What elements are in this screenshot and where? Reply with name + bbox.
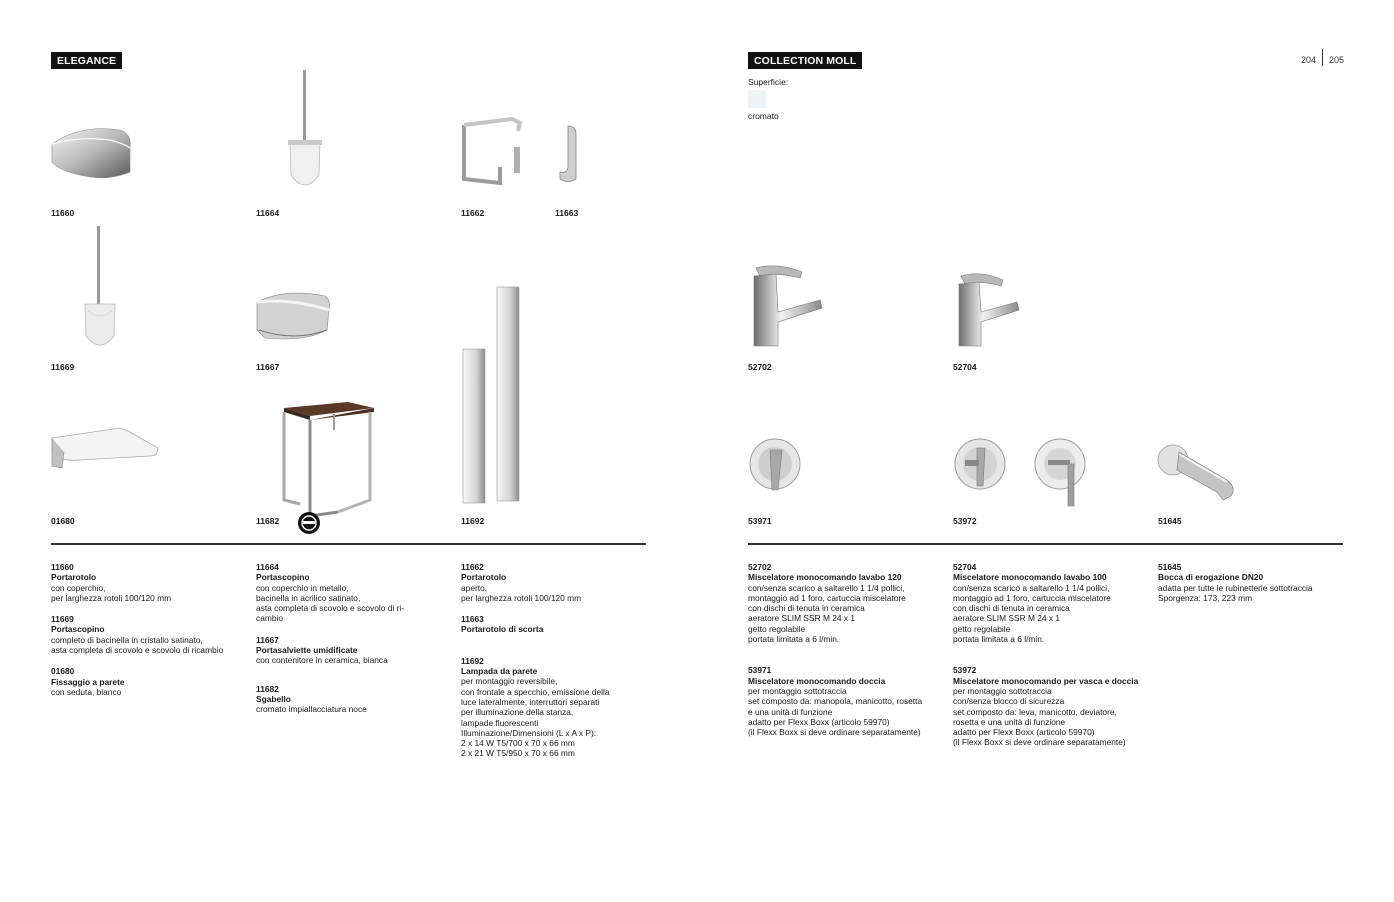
- desc-line: aperto,: [461, 582, 488, 593]
- desc-line: luce lateralmente, interruttori separati: [461, 696, 600, 707]
- toilet-roll-holder-image: [50, 122, 135, 182]
- toilet-brush-image: [285, 70, 325, 195]
- product-code: 11692: [461, 516, 485, 526]
- desc-code: 11692: [461, 655, 484, 666]
- desc-line: bacinella in acrilico satinato,: [256, 592, 361, 603]
- surface-label: Superficie:: [748, 77, 789, 87]
- product-code: 11669: [51, 362, 75, 372]
- desc-line: getto regolabile: [748, 623, 806, 634]
- desc-line: cromato impiallacciatura noce: [256, 704, 367, 715]
- desc-line: getto regolabile: [953, 623, 1011, 634]
- desc-code: 11682: [256, 683, 279, 694]
- desc-title: Portascopino: [51, 624, 105, 635]
- desc-line: lampade fluorescenti: [461, 717, 539, 728]
- desc-line: con/senza scarico a saltarello 1 1/4 pollici,: [953, 582, 1110, 593]
- desc-line: e una unità di funzione: [748, 706, 833, 717]
- product-code: 52704: [953, 362, 977, 372]
- desc-code: 11660: [51, 562, 74, 572]
- desc-code: 51645: [1158, 562, 1182, 572]
- desc-line: per larghezza rotoli 100/120 mm: [461, 592, 582, 603]
- product-code: 11682: [256, 516, 280, 526]
- desc-line: per montaggio sottotraccia: [748, 685, 847, 696]
- desc-line: montaggio ad 1 foro, cartuccia miscelatore: [953, 592, 1111, 603]
- desc-title: Fissaggio a parete: [51, 676, 125, 687]
- page-number-right: 205: [1329, 55, 1345, 65]
- desc-title: Miscelatore monocomando per vasca e doccia: [953, 675, 1139, 686]
- stool-image: [278, 400, 378, 522]
- product-code: 53972: [953, 516, 977, 526]
- shower-mixer-image: [748, 436, 804, 494]
- desc-code: 52702: [748, 562, 772, 572]
- desc-line: con frontale a specchio, emissione della: [461, 686, 610, 697]
- product-code: 52702: [748, 362, 772, 372]
- desc-line: con dischi di tenuta in ceramica: [748, 603, 865, 614]
- basin-mixer-100-image: [953, 270, 1023, 348]
- desc-line: con/senza scarico a saltarello 1 1/4 pollici,: [748, 582, 905, 593]
- desc-title: Portascopino: [256, 572, 310, 583]
- desc-line: (il Flexx Boxx si deve ordinare separatamente): [953, 737, 1126, 748]
- design-award-icon: [297, 511, 321, 535]
- open-roll-holder-image: [460, 117, 525, 187]
- product-code: 11662: [461, 208, 485, 218]
- desc-title: Miscelatore monocomando doccia: [748, 675, 886, 686]
- wet-wipe-dispenser-image: [255, 290, 333, 345]
- desc-code: 53972: [953, 665, 977, 676]
- bath-shower-mixer-side-image: [1034, 436, 1090, 508]
- desc-line: portata limitata a 6 l/min.: [953, 634, 1045, 645]
- desc-title: Sgabello: [256, 693, 291, 704]
- description-column-1: [51, 562, 251, 708]
- description-column-6: [1158, 562, 1343, 614]
- toilet-brush-crystal-image: [82, 226, 120, 350]
- product-code: 51645: [1158, 516, 1182, 526]
- desc-line: aeratore SLIM SSR M 24 x 1: [953, 613, 1061, 624]
- desc-line: 2 x 14 W T5/700 x 70 x 66 mm: [461, 738, 575, 749]
- description-column-2: [256, 562, 456, 726]
- product-code: 11660: [51, 208, 75, 218]
- desc-line: 2 x 21 W T5/950 x 70 x 66 mm: [461, 748, 575, 759]
- wall-lamp-image: [460, 285, 522, 505]
- product-code: 11664: [256, 208, 280, 218]
- desc-code: 11669: [51, 614, 74, 625]
- desc-line: set composto da: manopola, manicotto, rosetta: [748, 696, 923, 707]
- description-column-5: [953, 562, 1153, 759]
- desc-title: Miscelatore monocomando lavabo 120: [748, 572, 902, 583]
- desc-line: con dischi di tenuta in ceramica: [953, 603, 1070, 614]
- wall-mounted-seat-image: [50, 428, 160, 473]
- desc-title: Bocca di erogazione DN20: [1158, 572, 1264, 583]
- desc-title: Portarotolo: [461, 572, 507, 583]
- divider-rule: [51, 543, 646, 545]
- desc-title: Portasalviette umidificate: [256, 645, 358, 656]
- section-tag-collection-moll: COLLECTION MOLL: [748, 52, 862, 69]
- desc-line: set composto da: leva, manicotto, deviatore,: [953, 706, 1117, 717]
- desc-line: per montaggio sottotraccia: [953, 685, 1052, 696]
- desc-title: Portarotolo di scorta: [461, 624, 544, 635]
- desc-title: Portarotolo: [51, 572, 97, 583]
- section-tag-elegance: ELEGANCE: [51, 52, 122, 69]
- desc-line: asta completa di scovolo e scovolo di ri-: [256, 603, 405, 614]
- desc-line: asta completa di scovolo e scovolo di ricambio: [51, 645, 224, 656]
- desc-line: con coperchio in metallo,: [256, 582, 349, 593]
- desc-title: Lampada da parete: [461, 666, 538, 677]
- desc-code: 11664: [256, 562, 279, 572]
- desc-line: aeratore SLIM SSR M 24 x 1: [748, 613, 856, 624]
- desc-line: portata limitata a 6 l/min.: [748, 634, 840, 645]
- desc-line: adatto per Flexx Boxx (articolo 59970): [748, 716, 890, 727]
- desc-line: (il Flexx Boxx si deve ordinare separatamente): [748, 727, 921, 738]
- desc-code: 11667: [256, 634, 279, 645]
- surface-name: cromato: [748, 111, 779, 121]
- desc-line: con/senza blocco di sicurezza: [953, 696, 1065, 707]
- product-code: 11667: [256, 362, 280, 372]
- spare-roll-holder-image: [554, 124, 582, 186]
- desc-line: con contenitore in ceramica, bianca: [256, 655, 388, 666]
- desc-line: per montaggio reversibile,: [461, 676, 558, 687]
- desc-title: Miscelatore monocomando lavabo 100: [953, 572, 1107, 583]
- page-number-divider: [1322, 49, 1323, 66]
- desc-line: rosetta e una unità di funzione: [953, 716, 1066, 727]
- desc-line: adatta per tutte le rubinetterie sottotraccia: [1158, 582, 1313, 593]
- divider-rule: [748, 543, 1343, 545]
- desc-line: montaggio ad 1 foro, cartuccia miscelatore: [748, 592, 906, 603]
- description-column-3: [461, 562, 651, 770]
- desc-line: con seduta, bianco: [51, 686, 122, 697]
- desc-line: Sporgenza: 173, 223 mm: [1158, 592, 1253, 603]
- desc-line: Illuminazione/Dimensioni (L x A x P):: [461, 727, 597, 738]
- desc-line: con coperchio,: [51, 582, 106, 593]
- product-code: 53971: [748, 516, 772, 526]
- description-column-4: [748, 562, 948, 748]
- desc-code: 11663: [461, 614, 484, 625]
- desc-line: cambio: [256, 613, 283, 624]
- desc-code: 11662: [461, 562, 484, 572]
- desc-line: adatto per Flexx Boxx (articolo 59970): [953, 727, 1095, 738]
- surface-swatch-chrome: [748, 90, 766, 108]
- desc-line: per illuminazione della stanza,: [461, 707, 574, 718]
- page-number-left: 204: [1301, 55, 1317, 65]
- desc-code: 52704: [953, 562, 977, 572]
- basin-mixer-120-image: [748, 262, 824, 348]
- product-code: 11663: [555, 208, 579, 218]
- bath-spout-image: [1157, 440, 1241, 506]
- desc-code: 01680: [51, 666, 75, 677]
- product-code: 01680: [51, 516, 75, 526]
- bath-shower-mixer-front-image: [953, 436, 1009, 494]
- desc-code: 53971: [748, 665, 772, 676]
- desc-line: completo di bacinella in cristallo satinato,: [51, 634, 203, 645]
- desc-line: per larghezza rotoli 100/120 mm: [51, 592, 172, 603]
